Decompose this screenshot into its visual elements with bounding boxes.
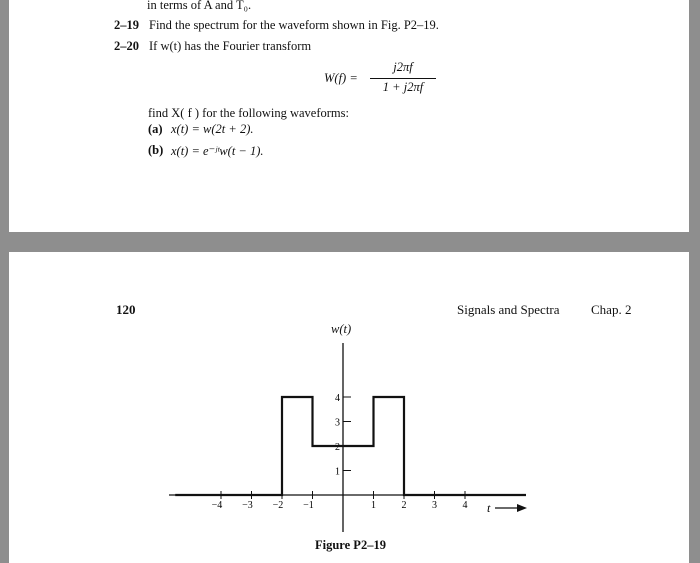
section-title: Signals and Spectra xyxy=(457,302,560,317)
x-tick-label: 3 xyxy=(432,500,437,511)
x-tick-label: −3 xyxy=(242,500,253,511)
bottom-page xyxy=(9,252,689,563)
y-tick-label: 1 xyxy=(335,466,340,478)
y-tick-label: 2 xyxy=(335,442,340,453)
intro-line: in terms of A and T₀. xyxy=(147,0,252,12)
x-tick-label: −4 xyxy=(211,500,223,511)
find-line: find X( f ) for the following waveforms: xyxy=(148,106,349,120)
y-tick-label: 4 xyxy=(335,393,340,404)
x-axis-arrow xyxy=(517,504,527,512)
part-b-label: (b) xyxy=(148,143,164,157)
problem-number-2-19: 2–19 xyxy=(114,18,139,32)
waveform-line xyxy=(175,397,526,495)
x-axis-label: t xyxy=(487,501,491,515)
x-tick-label: −2 xyxy=(272,500,284,511)
part-a-text: x(t) = w(2t + 2). xyxy=(171,122,254,136)
problem-text-2-20: If w(t) has the Fourier transform xyxy=(149,39,312,53)
problem-text-2-19: Find the spectrum for the waveform shown in Fig. P2–19. xyxy=(149,18,439,32)
page-number: 120 xyxy=(116,302,136,317)
x-tick-label: 2 xyxy=(401,500,407,511)
figure-caption: Figure P2–19 xyxy=(315,538,386,552)
equation-denominator: 1 + j2πf xyxy=(382,80,424,94)
problem-number-2-20: 2–20 xyxy=(114,39,139,53)
x-tick-label: −1 xyxy=(303,500,314,511)
equation-lhs: W(f) = xyxy=(324,71,358,85)
part-a-label: (a) xyxy=(148,122,163,136)
equation-numerator: j2πf xyxy=(393,60,413,74)
top-page xyxy=(9,0,689,232)
x-tick-label: 4 xyxy=(462,500,468,511)
x-tick-label: 1 xyxy=(371,500,376,511)
part-b-text: x(t) = e⁻ʲᵗw(t − 1). xyxy=(171,144,264,158)
chapter-label: Chap. 2 xyxy=(591,302,632,317)
waveform-chart xyxy=(9,252,689,563)
y-tick-label: 3 xyxy=(335,417,340,429)
fraction-bar xyxy=(370,78,436,79)
y-axis-label: w(t) xyxy=(331,322,352,336)
